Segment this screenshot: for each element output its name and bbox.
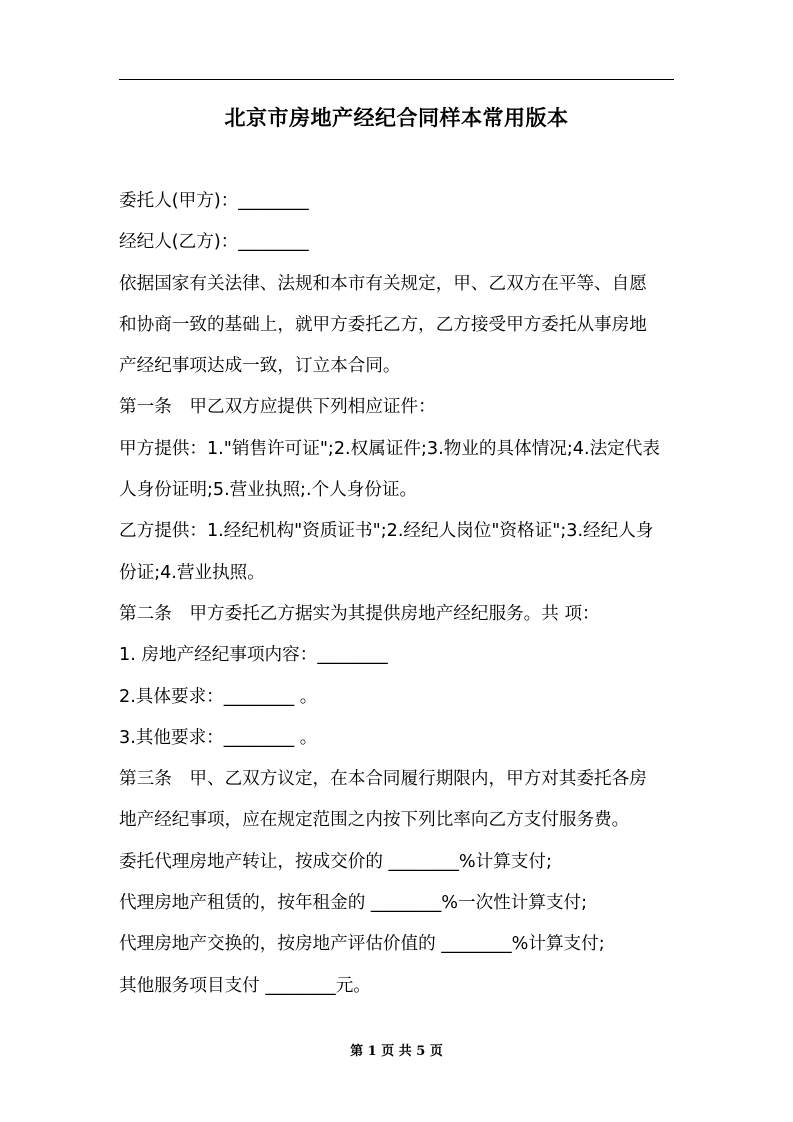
- item-one-line: 1. 房地产经纪事项内容：________: [119, 645, 388, 666]
- fee-other-line: 其他服务项目支付 ________元。: [119, 975, 371, 996]
- party-b-documents-line: 乙方提供：1.经纪机构"资质证书";2.经纪人岗位"资格证";3.经纪人身: [119, 521, 654, 542]
- page-indicator: 第 1 页 共 5 页: [350, 1044, 443, 1059]
- broker-line: 经纪人(乙方)：________: [119, 232, 309, 253]
- item-two-line: 2.具体要求：________ 。: [119, 686, 318, 707]
- party-a-documents-line: 人身份证明;5.营业执照;.个人身份证。: [119, 480, 418, 501]
- document-body: [119, 186, 679, 1012]
- article-one-heading: 第一条 甲乙双方应提供下列相应证件：: [119, 397, 436, 418]
- document-title: 北京市房地产经纪合同样本常用版本: [224, 106, 569, 130]
- article-two-heading: 第二条 甲方委托乙方据实为其提供房地产经纪服务。共 项：: [119, 603, 600, 624]
- fee-lease-line: 代理房地产租赁的，按年租金的 ________%一次性计算支付;: [119, 893, 588, 914]
- paragraph-line: 产经纪事项达成一致，订立本合同。: [119, 356, 401, 377]
- article-three-heading: 第三条 甲、乙双方议定，在本合同履行期限内，甲方对其委托各房: [119, 769, 647, 790]
- party-a-documents-line: 甲方提供：1."销售许可证";2.权属证件;3.物业的具体情况;4.法定代表: [119, 438, 660, 459]
- article-three-line: 地产经纪事项，应在规定范围之内按下列比率向乙方支付服务费。: [119, 810, 630, 831]
- party-b-documents-line: 份证;4.营业执照。: [119, 562, 265, 583]
- fee-exchange-line: 代理房地产交换的，按房地产评估价值的 ________%计算支付;: [119, 934, 605, 955]
- paragraph-line: 依据国家有关法律、法规和本市有关规定，甲、乙双方在平等、自愿: [119, 273, 647, 294]
- header-divider: [119, 79, 674, 80]
- paragraph-line: 和协商一致的基础上，就甲方委托乙方，乙方接受甲方委托从事房地: [119, 314, 647, 335]
- principal-line: 委托人(甲方)：________: [119, 191, 309, 211]
- item-three-line: 3.其他要求：________ 。: [119, 727, 318, 748]
- fee-transfer-line: 委托代理房地产转让，按成交价的 ________%计算支付;: [119, 851, 552, 872]
